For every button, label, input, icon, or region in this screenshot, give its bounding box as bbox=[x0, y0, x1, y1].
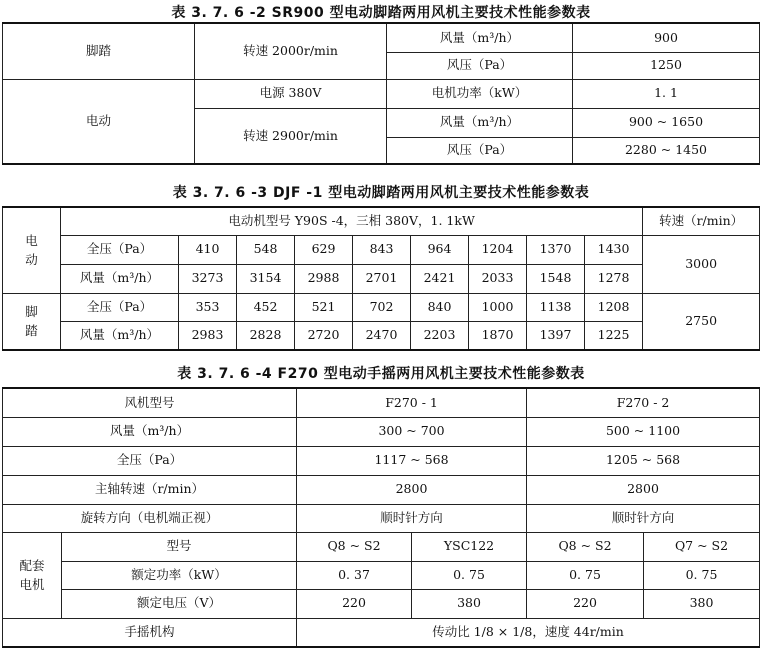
row-label: 风机型号 bbox=[3, 388, 297, 417]
row-label: 额定电压（V） bbox=[62, 589, 297, 618]
crank-label: 手摇机构 bbox=[3, 618, 297, 647]
cell: 1278 bbox=[585, 264, 643, 293]
cell: 1225 bbox=[585, 321, 643, 350]
cell: 2988 bbox=[295, 264, 353, 293]
cell: 840 bbox=[411, 293, 469, 321]
cell: 1397 bbox=[527, 321, 585, 350]
cell: 2470 bbox=[353, 321, 411, 350]
param-value: 1250 bbox=[573, 52, 760, 79]
speed-header: 转速（r/min） bbox=[643, 207, 760, 235]
cell: 1000 bbox=[469, 293, 527, 321]
cell: 220 bbox=[527, 589, 644, 618]
cell: 452 bbox=[237, 293, 295, 321]
cell: 2421 bbox=[411, 264, 469, 293]
cell: 3154 bbox=[237, 264, 295, 293]
cell: 2033 bbox=[469, 264, 527, 293]
cell: 1548 bbox=[527, 264, 585, 293]
cell: 1870 bbox=[469, 321, 527, 350]
foot-label: 脚踏 bbox=[3, 23, 195, 79]
foot-speed-value: 2750 bbox=[643, 293, 760, 350]
cell: 1205 ~ 568 bbox=[527, 446, 760, 475]
t2-foot-text: 脚踏 bbox=[25, 303, 38, 339]
foot-speed: 转速 2000r/min bbox=[195, 23, 387, 79]
cell: 500 ~ 1100 bbox=[527, 417, 760, 446]
param-label: 电机功率（kW） bbox=[387, 79, 573, 108]
cell: 629 bbox=[295, 235, 353, 264]
motor-group-label bbox=[3, 532, 62, 618]
cell: YSC122 bbox=[412, 532, 527, 561]
cell: 2701 bbox=[353, 264, 411, 293]
t2-foot-label bbox=[3, 293, 61, 350]
param-value: 1. 1 bbox=[573, 79, 760, 108]
param-value: 900 bbox=[573, 23, 760, 52]
cell: 1430 bbox=[585, 235, 643, 264]
cell: 521 bbox=[295, 293, 353, 321]
param-label: 风量（m³/h） bbox=[387, 23, 573, 52]
table3-title: 表 3. 7. 6 -4 F270 型电动手摇两用风机主要技术性能参数表 bbox=[177, 366, 585, 382]
cell: 0. 37 bbox=[297, 561, 412, 589]
cell: 顺时针方向 bbox=[297, 504, 527, 532]
electric-speed-value: 3000 bbox=[643, 235, 760, 293]
cell: 2828 bbox=[237, 321, 295, 350]
cell: 2800 bbox=[297, 475, 527, 504]
cell: 843 bbox=[353, 235, 411, 264]
cell: 380 bbox=[412, 589, 527, 618]
table3 bbox=[2, 387, 760, 648]
t2-electric-label bbox=[3, 207, 61, 293]
cell: F270 - 1 bbox=[297, 388, 527, 417]
param-label: 风压（Pa） bbox=[387, 137, 573, 164]
row-label: 型号 bbox=[62, 532, 297, 561]
power-source: 电源 380V bbox=[195, 79, 387, 108]
cell: 353 bbox=[179, 293, 237, 321]
row-label: 旋转方向（电机端正视） bbox=[3, 504, 297, 532]
row-label: 主轴转速（r/min） bbox=[3, 475, 297, 504]
row-label: 全压（Pa） bbox=[61, 235, 179, 264]
cell: 2800 bbox=[527, 475, 760, 504]
row-label: 风量（m³/h） bbox=[61, 321, 179, 350]
cell: 380 bbox=[644, 589, 760, 618]
table1 bbox=[2, 22, 760, 165]
row-label: 风量（m³/h） bbox=[3, 417, 297, 446]
cell: 1138 bbox=[527, 293, 585, 321]
cell: 1208 bbox=[585, 293, 643, 321]
cell: 300 ~ 700 bbox=[297, 417, 527, 446]
cell: 1370 bbox=[527, 235, 585, 264]
cell: F270 - 2 bbox=[527, 388, 760, 417]
cell: 1117 ~ 568 bbox=[297, 446, 527, 475]
param-value: 900 ~ 1650 bbox=[573, 108, 760, 137]
cell: 0. 75 bbox=[527, 561, 644, 589]
cell: 2720 bbox=[295, 321, 353, 350]
cell: 410 bbox=[179, 235, 237, 264]
param-value: 2280 ~ 1450 bbox=[573, 137, 760, 164]
cell: 702 bbox=[353, 293, 411, 321]
row-label: 全压（Pa） bbox=[61, 293, 179, 321]
motor-header: 电动机型号 Y90S -4，三相 380V，1. 1kW bbox=[61, 207, 643, 235]
cell: 964 bbox=[411, 235, 469, 264]
cell: 0. 75 bbox=[644, 561, 760, 589]
row-label: 全压（Pa） bbox=[3, 446, 297, 475]
table2 bbox=[2, 206, 760, 351]
cell: 548 bbox=[237, 235, 295, 264]
table1-title: 表 3. 7. 6 -2 SR900 型电动脚踏两用风机主要技术性能参数表 bbox=[171, 5, 591, 21]
t2-electric-text: 电动 bbox=[25, 232, 38, 268]
cell: 顺时针方向 bbox=[527, 504, 760, 532]
cell: Q7 ~ S2 bbox=[644, 532, 760, 561]
cell: Q8 ~ S2 bbox=[297, 532, 412, 561]
row-label: 风量（m³/h） bbox=[61, 264, 179, 293]
crank-value: 传动比 1/8 × 1/8，速度 44r/min bbox=[297, 618, 760, 647]
motor-group-text: 配套电机 bbox=[19, 557, 45, 592]
electric-label: 电动 bbox=[3, 79, 195, 164]
cell: 1204 bbox=[469, 235, 527, 264]
cell: 2983 bbox=[179, 321, 237, 350]
cell: Q8 ~ S2 bbox=[527, 532, 644, 561]
table2-title: 表 3. 7. 6 -3 DJF -1 型电动脚踏两用风机主要技术性能参数表 bbox=[172, 185, 590, 201]
cell: 2203 bbox=[411, 321, 469, 350]
electric-speed: 转速 2900r/min bbox=[195, 108, 387, 164]
cell: 0. 75 bbox=[412, 561, 527, 589]
param-label: 风压（Pa） bbox=[387, 52, 573, 79]
param-label: 风量（m³/h） bbox=[387, 108, 573, 137]
cell: 220 bbox=[297, 589, 412, 618]
row-label: 额定功率（kW） bbox=[62, 561, 297, 589]
cell: 3273 bbox=[179, 264, 237, 293]
